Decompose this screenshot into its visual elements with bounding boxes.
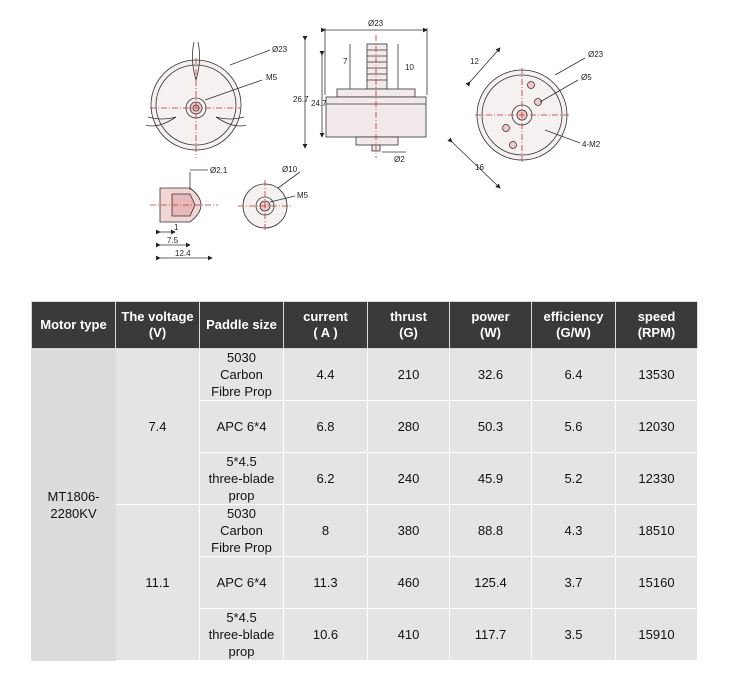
current-cell: 6.2 xyxy=(284,453,368,505)
paddle-cell: 5*4.5 three-blade prop xyxy=(200,609,284,661)
header-power: power (W) xyxy=(450,302,532,349)
table-row xyxy=(32,505,698,557)
header-motor-type: Motor type xyxy=(32,302,116,349)
dim-right-dia: Ø23 xyxy=(588,50,604,59)
speed-cell: 15160 xyxy=(616,557,698,609)
dim-nut-75: 7.5 xyxy=(167,236,179,245)
table-row xyxy=(32,349,698,401)
thrust-cell: 380 xyxy=(368,505,450,557)
paddle-cell: APC 6*4 xyxy=(200,401,284,453)
dim-nut-dia: Ø2.1 xyxy=(210,166,228,175)
dim-center-10: 10 xyxy=(405,63,414,72)
power-cell: 45.9 xyxy=(450,453,532,505)
power-cell: 50.3 xyxy=(450,401,532,453)
speed-cell: 13530 xyxy=(616,349,698,401)
dim-left-thread: M5 xyxy=(266,73,278,82)
dim-nut-124: 12.4 xyxy=(175,249,191,258)
current-cell: 11.3 xyxy=(284,557,368,609)
header-speed: speed (RPM) xyxy=(616,302,698,349)
dim-center-26: 26.7 xyxy=(293,95,309,104)
efficiency-cell: 5.6 xyxy=(532,401,616,453)
voltage-cell: 11.1 xyxy=(116,505,200,661)
dim-center-7: 7 xyxy=(343,57,348,66)
center-side-view xyxy=(305,28,427,158)
thrust-cell: 240 xyxy=(368,453,450,505)
header-current: current ( A ) xyxy=(284,302,368,349)
motor-performance-table xyxy=(31,301,698,661)
power-cell: 125.4 xyxy=(450,557,532,609)
efficiency-cell: 3.5 xyxy=(532,609,616,661)
prop-nut-view xyxy=(150,170,218,258)
dim-right-16: 16 xyxy=(475,163,484,172)
efficiency-cell: 3.7 xyxy=(532,557,616,609)
speed-cell: 18510 xyxy=(616,505,698,557)
motor-model-cell: MT1806- 2280KV xyxy=(32,349,116,661)
header-paddle-size: Paddle size xyxy=(200,302,284,349)
paddle-cell: APC 6*4 xyxy=(200,557,284,609)
thrust-cell: 460 xyxy=(368,557,450,609)
voltage-cell: 7.4 xyxy=(116,349,200,505)
power-cell: 32.6 xyxy=(450,349,532,401)
dim-left-dia: Ø23 xyxy=(272,45,288,54)
power-cell: 88.8 xyxy=(450,505,532,557)
dim-right-12: 12 xyxy=(470,57,479,66)
thrust-cell: 280 xyxy=(368,401,450,453)
current-cell: 4.4 xyxy=(284,349,368,401)
dim-center-24: 24.7 xyxy=(311,99,327,108)
speed-cell: 15910 xyxy=(616,609,698,661)
current-cell: 6.8 xyxy=(284,401,368,453)
header-thrust: thrust (G) xyxy=(368,302,450,349)
header-efficiency: efficiency (G/W) xyxy=(532,302,616,349)
current-cell: 8 xyxy=(284,505,368,557)
washer-view xyxy=(238,172,300,232)
efficiency-cell: 6.4 xyxy=(532,349,616,401)
paddle-cell: 5030 Carbon Fibre Prop xyxy=(200,349,284,401)
current-cell: 10.6 xyxy=(284,609,368,661)
dim-right-screws: 4-M2 xyxy=(582,140,601,149)
paddle-cell: 5030 Carbon Fibre Prop xyxy=(200,505,284,557)
right-bottom-view xyxy=(452,48,585,188)
motor-technical-drawing xyxy=(0,0,730,290)
speed-cell: 12030 xyxy=(616,401,698,453)
dim-nut-1: 1 xyxy=(174,223,179,232)
paddle-cell: 5*4.5 three-blade prop xyxy=(200,453,284,505)
dim-washer-dia: Ø10 xyxy=(282,165,298,174)
efficiency-cell: 4.3 xyxy=(532,505,616,557)
power-cell: 117.7 xyxy=(450,609,532,661)
thrust-cell: 210 xyxy=(368,349,450,401)
left-top-view xyxy=(146,42,270,158)
dim-center-dia: Ø23 xyxy=(368,19,384,28)
efficiency-cell: 5.2 xyxy=(532,453,616,505)
header-voltage: The voltage (V) xyxy=(116,302,200,349)
dim-center-bottom-dia: Ø2 xyxy=(394,155,405,164)
dim-right-hole: Ø5 xyxy=(581,73,592,82)
thrust-cell: 410 xyxy=(368,609,450,661)
speed-cell: 12330 xyxy=(616,453,698,505)
dim-washer-thread: M5 xyxy=(297,191,309,200)
